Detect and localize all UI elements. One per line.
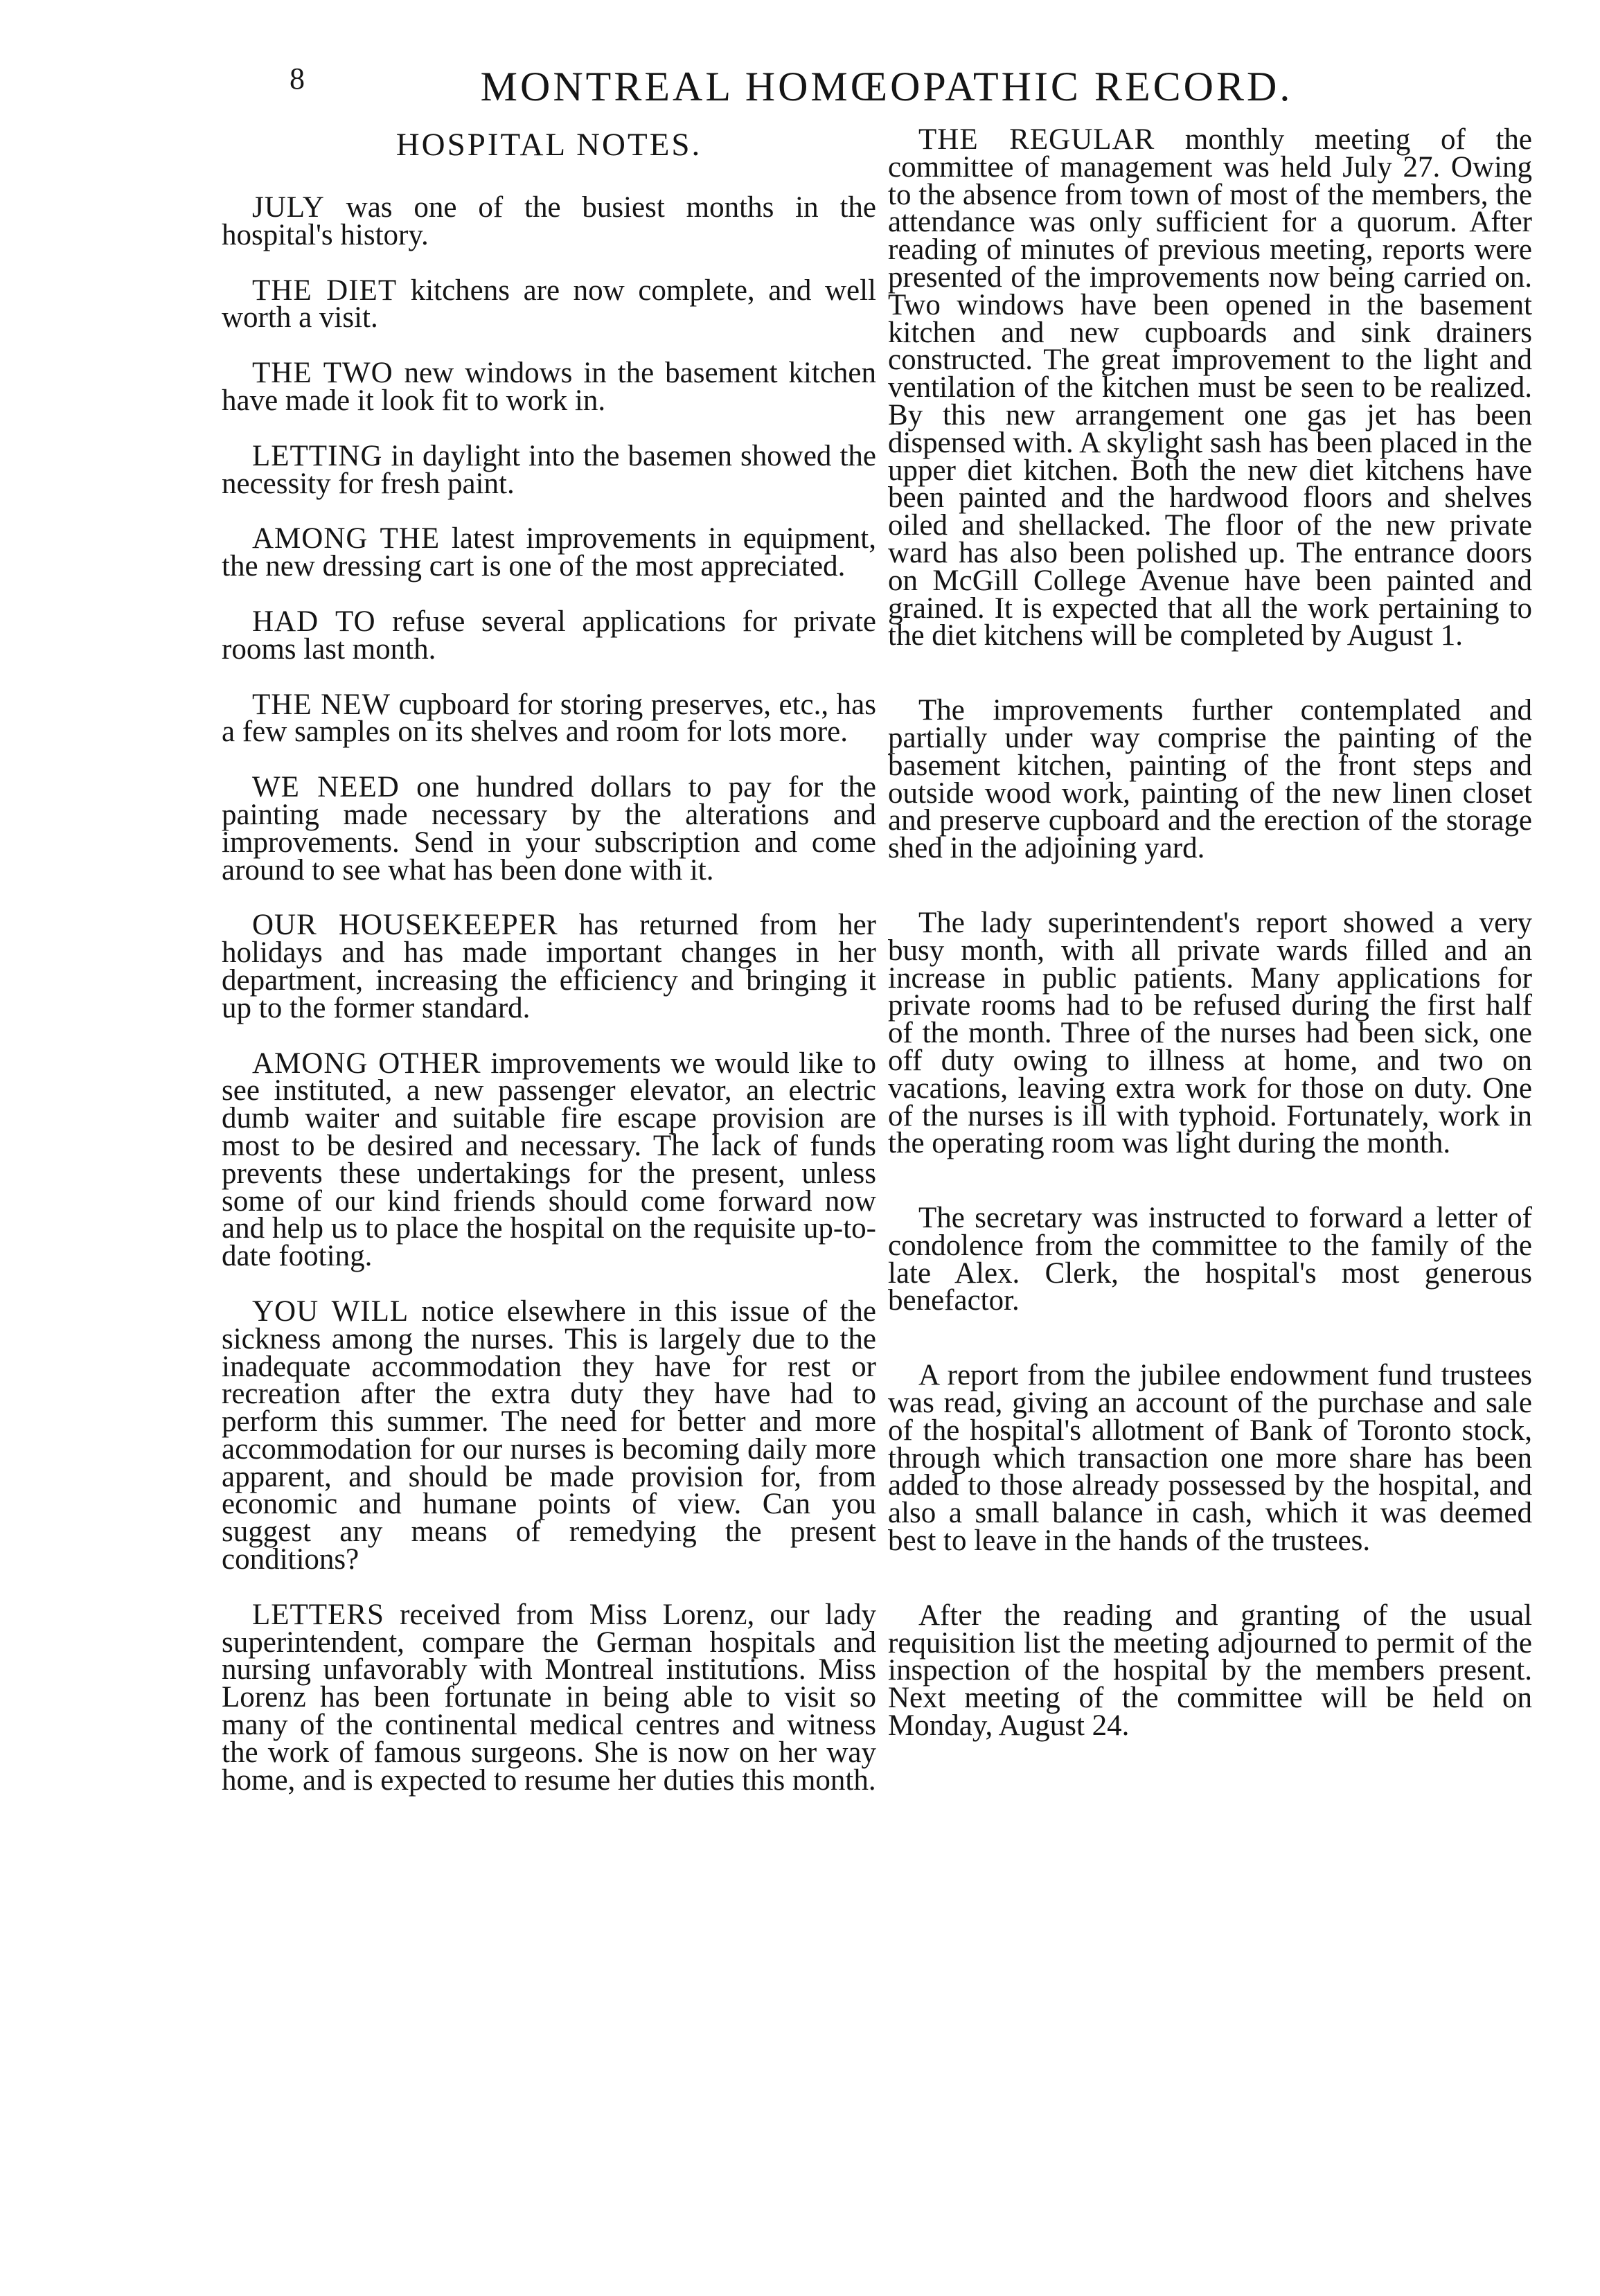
note-paragraph [222,522,876,583]
note-paragraph [222,191,876,251]
note-body: was one of the busiest months in the hospital's history. [222,191,876,251]
note-body: in daylight into the basemen showed the necessity for fresh paint. [222,439,876,500]
meeting-paragraph [888,1204,1532,1315]
note-body: improvements we would like to see instituted, a new passenger elevator, an electric dumb waiter and suitable fire escape provision are most to be desired and necessary. The lack of funds prevents these undertakings for the present, unless some of our kind friends should come forward now and help us to place the hospital on the requisite up-to-date footing. [222,1047,876,1273]
meeting-paragraph [888,1359,1532,1558]
meeting-body: A report from the jubilee endowment fund trustees was read, giving an account of the purchase and sale of the hospital's allotment of Bank of Toronto stock, through which transaction one more share has been added to those already possessed by the hospital, and also a small balance in cash, which it was deemed best to leave in the hands of the trustees. [888,1359,1532,1558]
meeting-lead: THE REGULAR [918,123,1155,156]
note-paragraph [222,439,876,500]
note-paragraph [222,605,876,666]
note-lead: HAD TO [252,605,376,638]
note-body: received from Miss Lorenz, our lady superintendent, compare the German hospitals and nursing unfavorably with Montreal institutions. Miss Lorenz has been fortunate in being able to visit so many of the continental medical centres and witness the work of famous surgeons. She is now on her way home, and is expected to resume her duties this month. [222,1598,876,1797]
meeting-paragraph [888,1599,1532,1743]
note-lead: YOU WILL [252,1294,409,1328]
left-column [222,126,876,1797]
meeting-paragraph [888,123,1533,652]
note-body: new windows in the basement kitchen have made it look fit to work in. [222,357,876,417]
note-lead: OUR HOUSEKEEPER [252,909,558,942]
note-body: kitchens are now complete, and well worth a visit. [222,274,876,335]
note-body: has returned from her holidays and has made important changes in her department, increasing the efficiency and bringing it up to the former standard. [222,909,876,1024]
meeting-paragraph [888,694,1532,865]
meeting-paragraph [888,906,1532,1160]
note-paragraph [222,274,876,335]
note-lead: WE NEED [252,771,400,804]
note-paragraph [222,911,876,1022]
note-lead: THE DIET [252,274,398,307]
note-paragraph [222,1294,876,1576]
note-body: notice elsewhere in this issue of the sickness among the nurses. This is largely due to the inadequate accommodation they have for rest or recreation after the extra duty they have had to perform this summer. The need for better and more accommodation for our nurses is becoming daily more apparent, and should be made provision for, from economic and humane points of view. Can you suggest any means of remedying the present conditions? [222,1294,876,1576]
note-paragraph [222,1047,876,1273]
meeting-body: The lady superintendent's report showed a very busy month, with all private wards filled and an increase in public patients. Many applications for private rooms had to be refused during the first half of the month. Three of the nurses had been sick, one off duty owing to illness at home, and two on vacations, leaving extra work for those on duty. One of the nurses is ill with typhoid. Fortunately, work in the operating room was light during the month. [888,906,1532,1160]
note-lead: LETTERS [252,1598,384,1631]
note-paragraph [222,359,876,415]
note-body: one hundred dollars to pay for the painting made necessary by the alterations and improvements. Send in your subscription and come around to see what has been done with it. [222,771,876,887]
note-body: cupboard for storing preserves, etc., has a few samples on its shelves and room for lots more. [222,688,876,749]
right-column [888,123,1533,1743]
running-head: MONTREAL HOMŒOPATHIC RECORD. [480,64,1293,109]
note-lead: THE NEW [252,688,391,721]
meeting-body: The improvements further contemplated and partially under way comprise the painting of the basement kitchen, painting of the front steps and outside wood work, painting of the new linen closet and preserve cupboard and the erection of the storage shed in the adjoining yard. [888,694,1532,865]
meeting-body: monthly meeting of the committee of management was held July 27. Owing to the absence from town of most of the members, the attendance was only sufficient for a quorum. After reading of minutes of previous meeting, reports were presented of the improvements now being carried on. Two windows have been opened in the basement kitchen and new cupboards and sink drainers constructed. The great improvement to the light and ventilation of the kitchen must be seen to be realized. By this new arrangement one gas jet has been dispensed with. A skylight sash has been placed in the upper diet kitchen. Both the new diet kitchens have been painted and the hardwood floors and shelves oiled and shellacked. The floor of the new private ward has also been polished up. The entrance doors on McGill College Avenue have been painted and grained. It is expected that all the work pertaining to the diet kitchens will be completed by August 1. [888,123,1533,652]
note-paragraph [222,1598,876,1797]
note-paragraph [222,771,876,887]
note-lead: JULY [252,191,325,224]
section-title: HOSPITAL NOTES. [395,127,702,163]
meeting-body: After the reading and granting of the usual requisition list the meeting adjourned to permit of the inspection of the hospital by the members present. Next meeting of the committee will be held on Monday, August 24. [888,1599,1532,1743]
meeting-body: The secretary was instructed to forward a letter of condolence from the committee to the family of the late Alex. Clerk, the hospital's most generous benefactor. [888,1202,1532,1317]
note-lead: AMONG OTHER [252,1047,481,1080]
note-body: refuse several applications for private rooms last month. [222,605,876,666]
note-lead: AMONG THE [252,522,441,555]
page-number: 8 [290,62,305,96]
note-lead: LETTING [252,439,383,472]
note-paragraph [222,688,876,749]
note-body: latest improvements in equipment, the new dressing cart is one of the most appreciated. [222,522,876,583]
note-lead: THE TWO [252,357,393,390]
